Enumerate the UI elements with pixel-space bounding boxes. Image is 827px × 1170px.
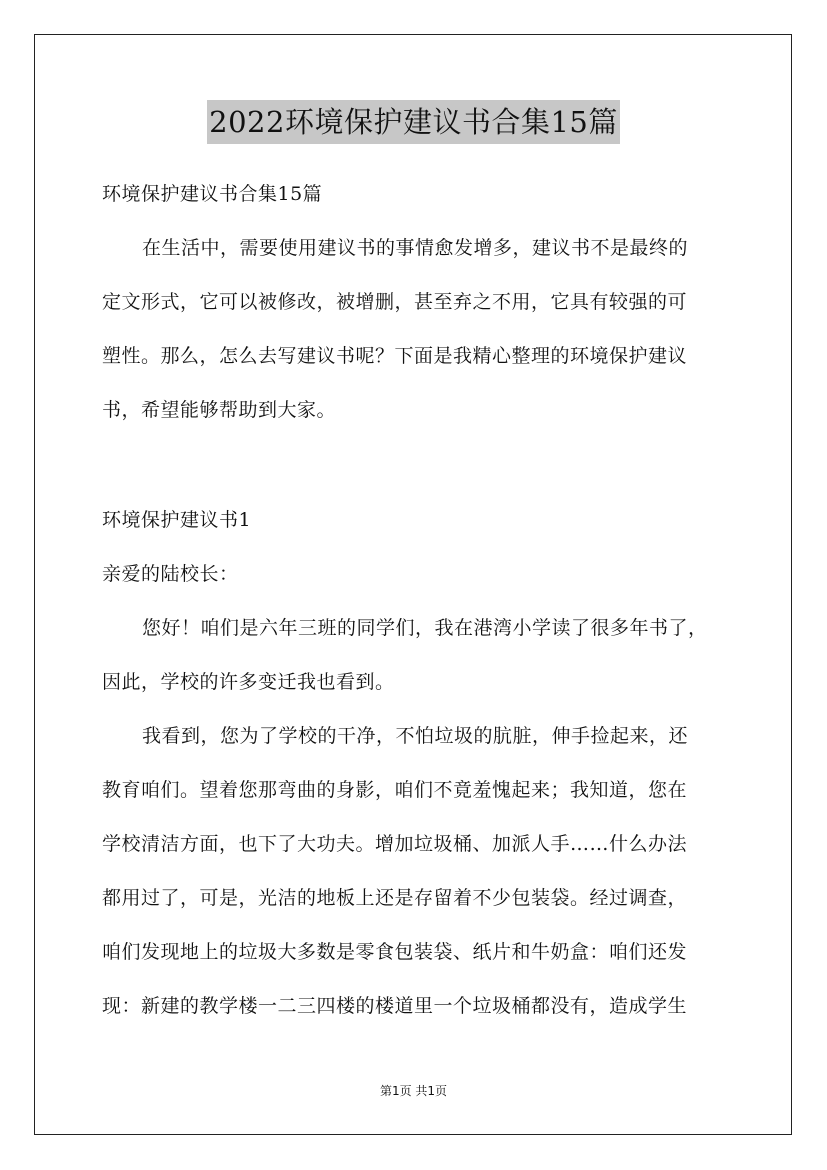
paragraph-line: 咱们发现地上的垃圾大多数是零食包装袋、纸片和牛奶盒：咱们还发: [102, 941, 688, 963]
paragraph-line: 塑性。那么，怎么去写建议书呢？下面是我精心整理的环境保护建议: [102, 345, 688, 367]
paragraph-line: 教育咱们。望着您那弯曲的身影，咱们不竟羞愧起来；我知道，您在: [102, 779, 688, 801]
paragraph-line: 您好！咱们是六年三班的同学们，我在港湾小学读了很多年书了，: [142, 617, 708, 639]
paragraph-line: 都用过了，可是，光洁的地板上还是存留着不少包装袋。经过调查，: [102, 887, 688, 909]
paragraph-line: 定文形式，它可以被修改，被增删，甚至弃之不用，它具有较强的可: [102, 291, 688, 313]
paragraph-line: 书，希望能够帮助到大家。: [102, 399, 337, 421]
paragraph-line: 学校清洁方面，也下了大功夫。增加垃圾桶、加派人手……什么办法: [102, 833, 688, 855]
paragraph-line: 我看到，您为了学校的干净，不怕垃圾的肮脏，伸手捡起来，还: [142, 725, 689, 747]
page-number-footer: 第1页 共1页: [379, 1084, 448, 1098]
section-heading: 环境保护建议书1: [102, 509, 252, 531]
paragraph-line: 现：新建的教学楼一二三四楼的楼道里一个垃圾桶都没有，造成学生: [102, 995, 688, 1017]
subtitle-line: 环境保护建议书合集15篇: [102, 183, 323, 205]
paragraph-line: 在生活中，需要使用建议书的事情愈发增多，建议书不是最终的: [142, 237, 689, 259]
paragraph-line: 因此，学校的许多变迁我也看到。: [102, 671, 395, 693]
document-title: 2022环境保护建议书合集15篇: [207, 100, 620, 144]
salutation-line: 亲爱的陆校长：: [102, 563, 239, 585]
title-container: [0, 100, 827, 144]
